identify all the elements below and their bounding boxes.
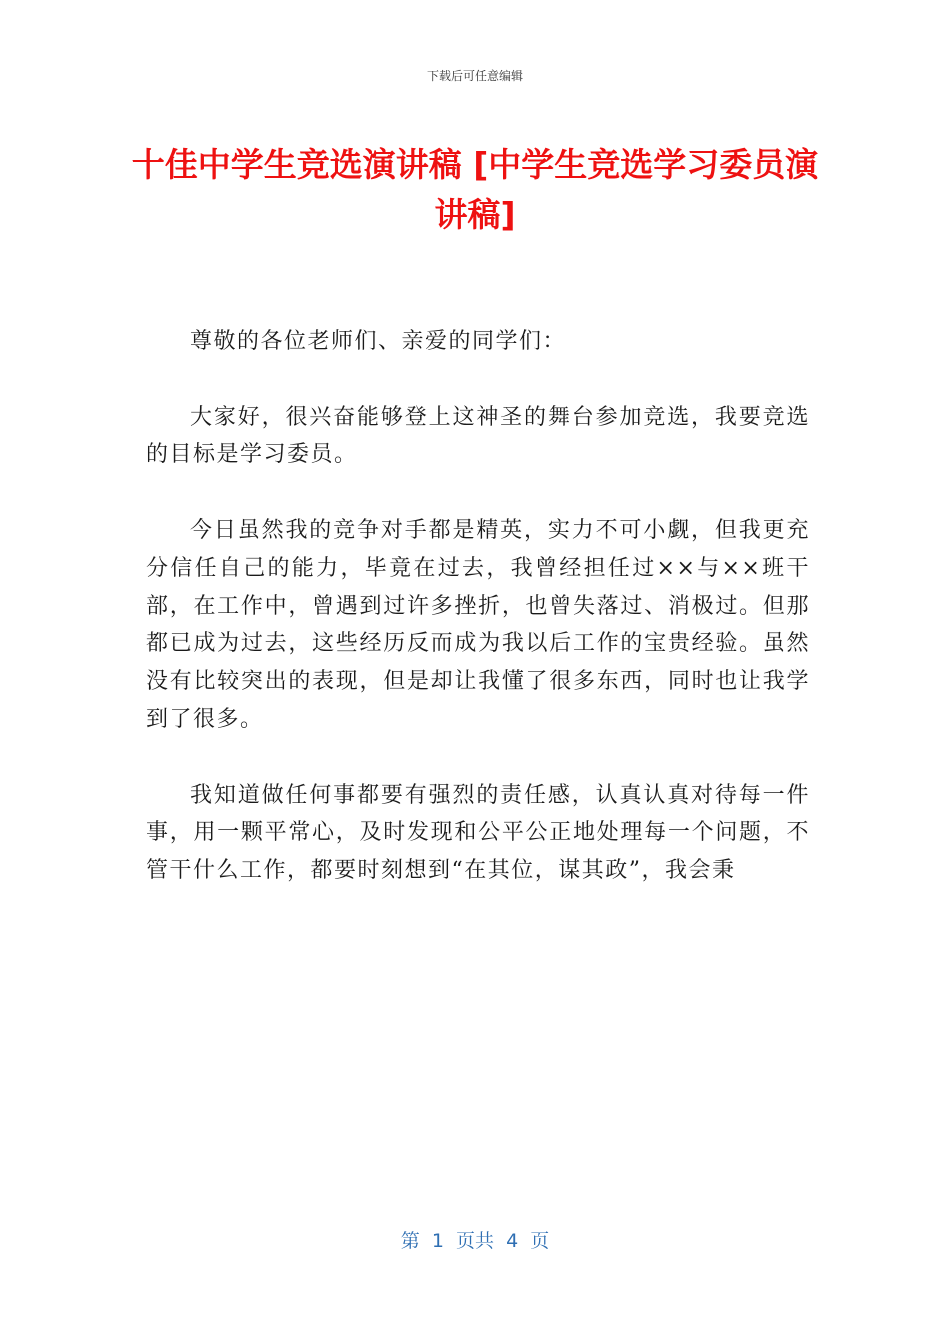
document-title: 十佳中学生竞选演讲稿 [中学生竞选学习委员演讲稿] [131,145,819,234]
paragraph-experience: 今日虽然我的竞争对手都是精英，实力不可小觑，但我更充分信任自己的能力，毕竟在过去，我曾经担任过××与××班干部，在工作中，曾遇到过许多挫折，也曾失落过、消极过。但那都已成为过去，这些经历反而成为我以后工作的宝贵经验。虽然没有比较突出的表现，但是却让我懂了很多东西，同时也让我学到了很多。 [146,517,810,732]
page-number-footer: 第 1 页共 4 页 [400,1230,550,1252]
document-body [146,323,810,928]
paragraph-salutation: 尊敬的各位老师们、亲爱的同学们： [190,329,567,354]
paragraph-greeting: 大家好，很兴奋能够登上这神圣的舞台参加竞选，我要竞选的目标是学习委员。 [146,404,810,468]
paragraph-responsibility: 我知道做任何事都要有强烈的责任感，认真认真对待每一件事，用一颗平常心，及时发现和公平公正地处理每一个问题，不管干什么工作，都要时刻想到“在其位，谋其政”，我会秉 [146,782,810,884]
header-note: 下载后可任意编辑 [426,69,523,83]
